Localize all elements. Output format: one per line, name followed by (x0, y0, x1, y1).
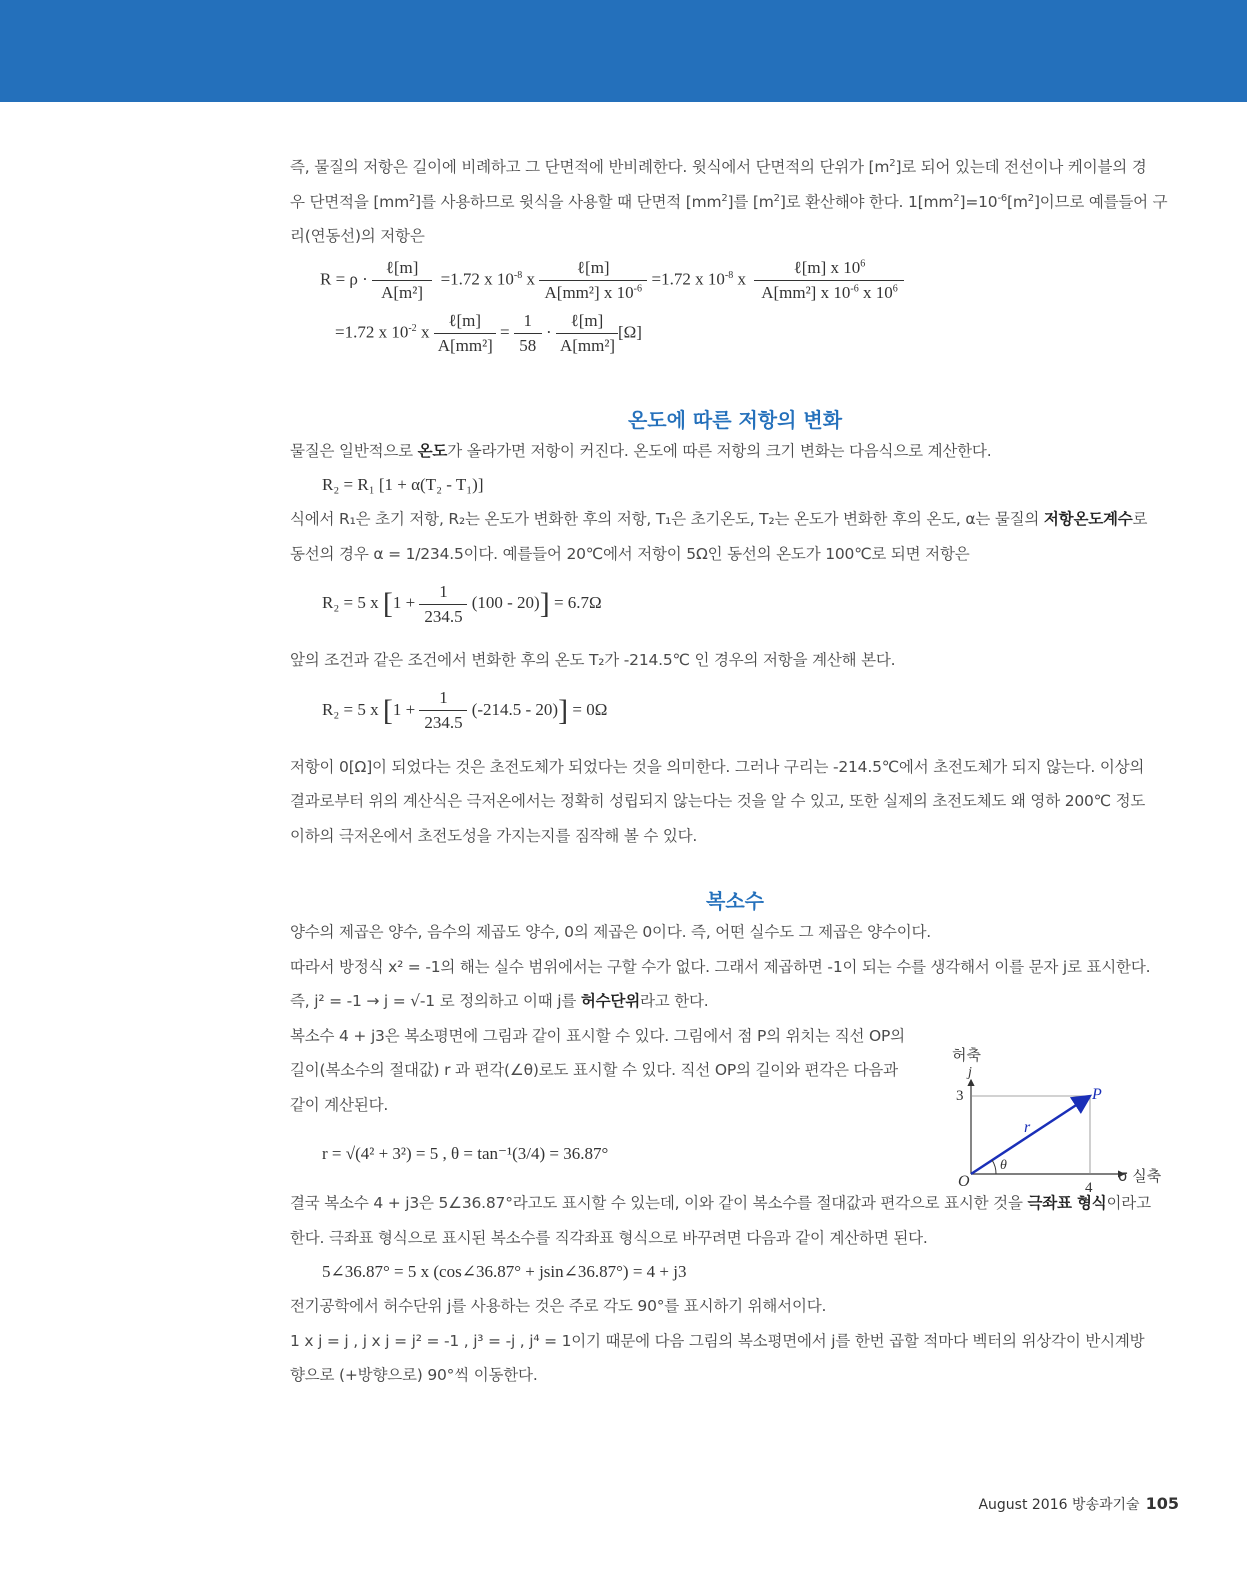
complex-plane-diagram (952, 1042, 1181, 1202)
paragraph: 따라서 방정식 x² = -1의 해는 실수 범위에서는 구할 수가 없다. 그래서 제곱하면 -1이 되는 수를 생각해서 이를 문자 j로 표시한다. (290, 957, 1151, 976)
resistance-formula: R = ρ · $\frac{\text{ℓ[m]}}{\text{A[m²]}}$ =1.72 x $10^{-8}$ x $\frac{\text{ℓ[m]}}{A[mm^2] x 10^{-6}}$ =1.72 x $10^{-8}$ x $\frac{\ell[m] x 10^6}{A[mm^2] x 10^{-6} x 10^6}$ =1.72 x $10^{-2}$ x $\frac{\text{ℓ[m]}}{\text{A[mm²]}}$ = $\frac{1}{58}$ · $\frac{\text{ℓ[m]}}{\text{A[mm²]}}$ [Ω] (290, 258, 1180, 390)
page-footer (978, 1494, 1179, 1514)
theta-label: θ (1000, 1158, 1007, 1173)
paragraph: 향으로 (+방향으로) 90°씩 이동한다. (290, 1366, 538, 1384)
section-heading-complex: 복소수 (706, 889, 764, 913)
equation-100c: R₂ = 5 x [1 + $\frac{1}{234.5}$ (100 - 20)] = 6.7Ω (322, 581, 602, 626)
real-axis-label: σ 실축 (1118, 1167, 1162, 1185)
point-p-label: P (1092, 1086, 1102, 1103)
paragraph: 동선의 경우 α = 1/234.5이다. 예를들어 20℃에서 저항이 5Ω인 동선의 온도가 100℃로 되면 저항은 (290, 544, 970, 563)
origin-label: O (958, 1173, 970, 1190)
x-tick-4: 4 (1085, 1180, 1093, 1196)
header-bar (0, 0, 1247, 102)
footer-issue: August 2016 방송과기술 (978, 1497, 1140, 1513)
intro-line-3: 리(연동선)의 저항은 (290, 227, 425, 245)
page-number: 105 (1145, 1494, 1179, 1513)
intro-line-2: 우 단면적을 $[mm^2]$를 사용하므로 윗식을 사용할 때 단면적 $[mm^2]$를 $[m^2]$로 환산해야 한다. $1[mm^2]=10^{-6}[m^2]$이므로 예를들어 구 (290, 192, 1168, 211)
paragraph: 한다. 극좌표 형식으로 표시된 복소수를 직각좌표 형식으로 바꾸려면 다음과 같이 계산하면 된다. (290, 1228, 928, 1247)
equation: R₂ = R₁ [1 + α(T₂ - T₁)] (322, 475, 484, 494)
paragraph: 식에서 R₁은 초기 저항, R₂는 온도가 변화한 후의 저항, T₁은 초기온도, T₂는 온도가 변화한 후의 온도, α는 물질의 저항온도계수로 (290, 510, 1148, 528)
y-tick-3: 3 (956, 1088, 964, 1104)
article-body (290, 150, 1180, 1393)
paragraph: 전기공학에서 허수단위 j를 사용하는 것은 주로 각도 90°를 표시하기 위해서이다. (290, 1297, 827, 1315)
equation-minus214: R₂ = 5 x [1 + $\frac{1}{234.5}$ (-214.5 - 20)] = 0Ω (322, 688, 608, 733)
paragraph: 즉, j² = -1 → j = √-1 로 정의하고 이때 j를 허수단위라고 한다. (290, 992, 709, 1010)
paragraph: 물질은 일반적으로 온도가 올라가면 저항이 커진다. 온도에 따른 저항의 크기 변화는 다음식으로 계산한다. (290, 441, 992, 460)
j-label: j (968, 1065, 972, 1080)
equation-polar: r = √(4² + 3²) = 5 , θ = tan⁻¹(3/4) = 36.87° (322, 1144, 609, 1163)
paragraph: 1 x j = j , j x j = j² = -1 , j³ = -j , j⁴ = 1이기 때문에 다음 그림의 복소평면에서 j를 한번 곱할 적마다 벡터의 위상각이 반시계방 (290, 1331, 1145, 1350)
paragraph: 결과로부터 위의 계산식은 극저온에서는 정확히 성립되지 않는다는 것을 알 수 있고, 또한 실제의 초전도체도 왜 영하 200℃ 정도 (290, 792, 1146, 810)
vector-op (971, 1096, 1090, 1174)
paragraph: 저항이 0[Ω]이 되었다는 것은 초전도체가 되었다는 것을 의미한다. 그러나 구리는 -214.5℃에서 초전도체가 되지 않는다. 이상의 (290, 757, 1145, 776)
paragraph: 결국 복소수 4 + j3은 5∠36.87°라고도 표시할 수 있는데, 이와 같이 복소수를 절대값과 편각으로 표시한 것을 극좌표 형식이라고 (290, 1194, 1151, 1212)
paragraph: 같이 계산된다. (290, 1095, 389, 1114)
paragraph: 길이(복소수의 절대값) r 과 편각(∠θ)로도 표시할 수 있다. 직선 OP의 길이와 편각은 다음과 (290, 1061, 898, 1079)
paragraph: 이하의 극저온에서 초전도성을 가지는지를 짐작해 볼 수 있다. (290, 826, 698, 845)
intro-line-1: 즉, 물질의 저항은 길이에 비례하고 그 단면적에 반비례한다. 윗식에서 단면적의 단위가 $[m^2]$로 되어 있는데 전선이나 케이블의 경 (290, 157, 1147, 176)
paragraph: 양수의 제곱은 양수, 음수의 제곱도 양수, 0의 제곱은 0이다. 즉, 어떤 실수도 그 제곱은 양수이다. (290, 923, 931, 941)
paragraph: 앞의 조건과 같은 조건에서 변화한 후의 온도 T₂가 -214.5℃ 인 경우의 저항을 계산해 본다. (290, 651, 896, 669)
paragraph: 복소수 4 + j3은 복소평면에 그림과 같이 표시할 수 있다. 그림에서 점 P의 위치는 직선 OP의 (290, 1026, 905, 1045)
r-label: r (1024, 1119, 1031, 1136)
equation-rect: 5∠36.87° = 5 x (cos∠36.87° + jsin∠36.87°) = 4 + j3 (322, 1262, 687, 1281)
angle-arc (992, 1160, 996, 1174)
imag-axis-label: 허축 (952, 1046, 981, 1064)
section-heading-temperature: 온도에 따른 저항의 변화 (627, 407, 843, 432)
